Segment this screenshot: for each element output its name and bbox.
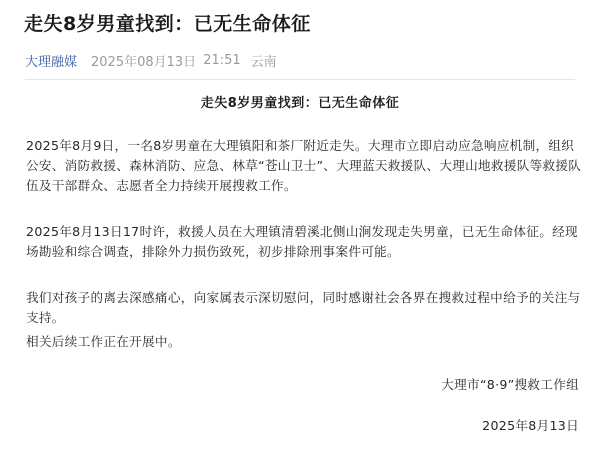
signature-organization: 大理市“8·9”搜救工作组 [441, 377, 579, 392]
page-headline: 走失8岁男童找到：已无生命体征 [24, 13, 311, 35]
publish-date: 2025年08月13日 [91, 55, 197, 70]
article-meta [25, 51, 277, 70]
signature-date: 2025年8月13日 [482, 418, 579, 433]
article-title: 走失8岁男童找到：已无生命体征 [200, 96, 400, 111]
publish-location: 云南 [250, 55, 277, 70]
article-paragraph: 2025年8月13日17时许，救援人员在大理镇清碧溪北侧山涧发现走失男童，已无生命体征。经现场勘验和综合调查，排除外力损伤致死，初步排除刑事案件可能。 [26, 224, 578, 259]
article-paragraph: 我们对孩子的离去深感痛心，向家属表示深切慰问，同时感谢社会各界在搜救过程中给予的关注与支持。 [26, 290, 581, 325]
article-paragraph: 相关后续工作正在开展中。 [26, 334, 181, 349]
article-paragraph: 2025年8月9日，一名8岁男童在大理镇阳和茶厂附近走失。大理市立即启动应急响应机制，组织公安、消防救援、森林消防、应急、林草“苍山卫士”、大理蓝天救援队、大理山地救援队等救援队伍及干部群众、志愿者全力持续开展搜救工作。 [26, 138, 582, 193]
publish-time: 21:51 [203, 53, 241, 68]
source-link[interactable]: 大理融媒 [25, 55, 78, 70]
header-divider [25, 79, 575, 80]
